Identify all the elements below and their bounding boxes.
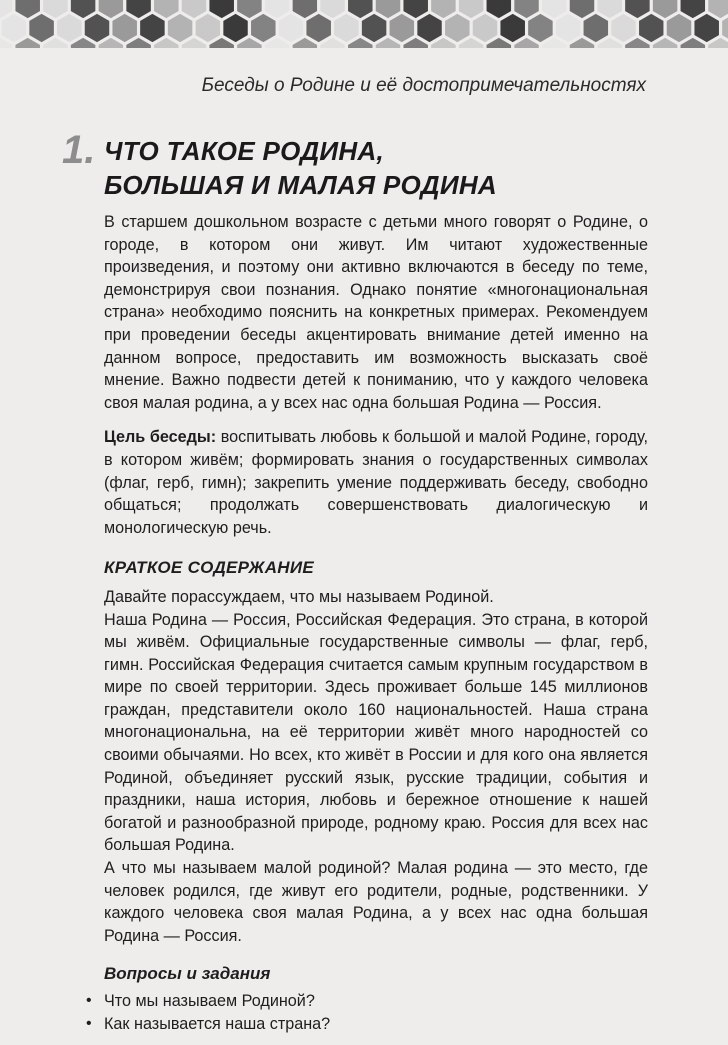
hexagon-decoration	[250, 13, 276, 43]
intro-paragraph: В старшем дошкольном возрасте с детьми много говорят о Родине, о городе, в котором они живут. Им читают художественные произведения, и поэтому они активно включаются в беседу по теме, демонстрируя свои познания. Однако понятие «многонациональная страна» необходимо пояснить на конкретных примерах. Рекомендуем при проведении беседы акцентировать внимание детей именно на данном вопросе, предоставить им возможность высказать своё мнение. Важно подвести детей к пониманию, что у каждого человека своя малая родина, а у всех нас одна большая Родина — Россия.	[104, 213, 648, 412]
hexagon-decoration	[167, 13, 193, 43]
page-body	[86, 211, 648, 1035]
hexagon-decoration	[444, 13, 470, 43]
hexagon-decoration	[500, 13, 526, 43]
hexagon-decoration	[84, 13, 110, 43]
hexagon-decoration	[333, 13, 359, 43]
hexagon-decoration	[694, 13, 720, 43]
bullet-icon: •	[86, 992, 92, 1009]
goal-text: воспитывать любовь к большой и малой Родине, городу, в котором живём; формировать знания о государственных символах (флаг, герб, гимн); закрепить умение поддерживать беседу, свободно общаться; продолжать совершенствовать диалогическую и монологическую речь.	[104, 428, 648, 537]
hexagon-decoration	[223, 13, 249, 43]
hexagon-decoration	[112, 13, 138, 43]
hexagon-decoration	[555, 13, 581, 43]
hexagon-decoration	[278, 13, 304, 43]
decorative-hexagon-band	[0, 0, 728, 48]
hexagon-decoration	[417, 13, 443, 43]
goal-label: Цель беседы:	[104, 428, 217, 447]
hexagon-decoration	[139, 13, 165, 43]
summary-paragraph-2: Наша Родина — Россия, Российская Федерация. Это страна, в которой мы живём. Официальные государственные символы — флаг, герб, гимн. Российская Федерация считается самым крупным государством в мире по своей территории. Здесь проживает больше 145 миллионов граждан, представители около 160 национальностей. Наша страна многонациональна, на её территории живёт много народностей со своими обычаями. Но всех, кто живёт в России и для кого она является Родиной, объединяет русский язык, русские традиции, события и праздники, наша история, любовь и бережное отношение к нашей богатой и разнообразной природе, родному краю. Россия для всех нас большая Родина.	[104, 610, 648, 855]
goal-paragraph	[104, 426, 648, 539]
hexagon-decoration	[638, 13, 664, 43]
questions-heading: Вопросы и задания	[104, 964, 271, 984]
hexagon-decoration	[195, 13, 221, 43]
hexagon-decoration	[583, 13, 609, 43]
hexagon-decoration	[1, 13, 27, 43]
list-item	[86, 990, 648, 1013]
summary-heading: КРАТКОЕ СОДЕРЖАНИЕ	[104, 558, 315, 578]
summary-paragraph-3: А что мы называем малой родиной? Малая родина — это место, где человек родился, где живут его родители, родные, родственники. У каждого человека своя малая Родина, а у всех нас одна большая Родина — Россия.	[104, 859, 648, 945]
hexagon-decoration	[29, 13, 55, 43]
questions-list	[86, 990, 648, 1035]
running-head: Беседы о Родине и её достопримечательностях	[201, 75, 646, 96]
hexagon-decoration	[527, 13, 553, 43]
chapter-number: 1.	[62, 128, 96, 172]
hexagon-decoration	[472, 13, 498, 43]
chapter-title-line-1: ЧТО ТАКОЕ РОДИНА,	[104, 136, 385, 166]
hexagon-decoration	[56, 13, 82, 43]
hexagon-decoration	[666, 13, 692, 43]
hexagon-decoration	[306, 13, 332, 43]
question-text: Что мы называем Родиной?	[104, 992, 315, 1010]
hexagon-decoration	[389, 13, 415, 43]
summary-section	[104, 586, 648, 948]
hexagon-decoration	[361, 13, 387, 43]
list-item	[86, 1013, 648, 1036]
bullet-icon: •	[86, 1014, 92, 1032]
summary-paragraph-1: Давайте порассуждаем, что мы называем Родиной.	[104, 587, 494, 606]
question-text: Как называется наша страна?	[104, 1014, 331, 1033]
hexagon-decoration	[611, 13, 637, 43]
chapter-title	[104, 134, 664, 202]
chapter-title-line-2: БОЛЬШАЯ И МАЛАЯ РОДИНА	[104, 170, 497, 200]
